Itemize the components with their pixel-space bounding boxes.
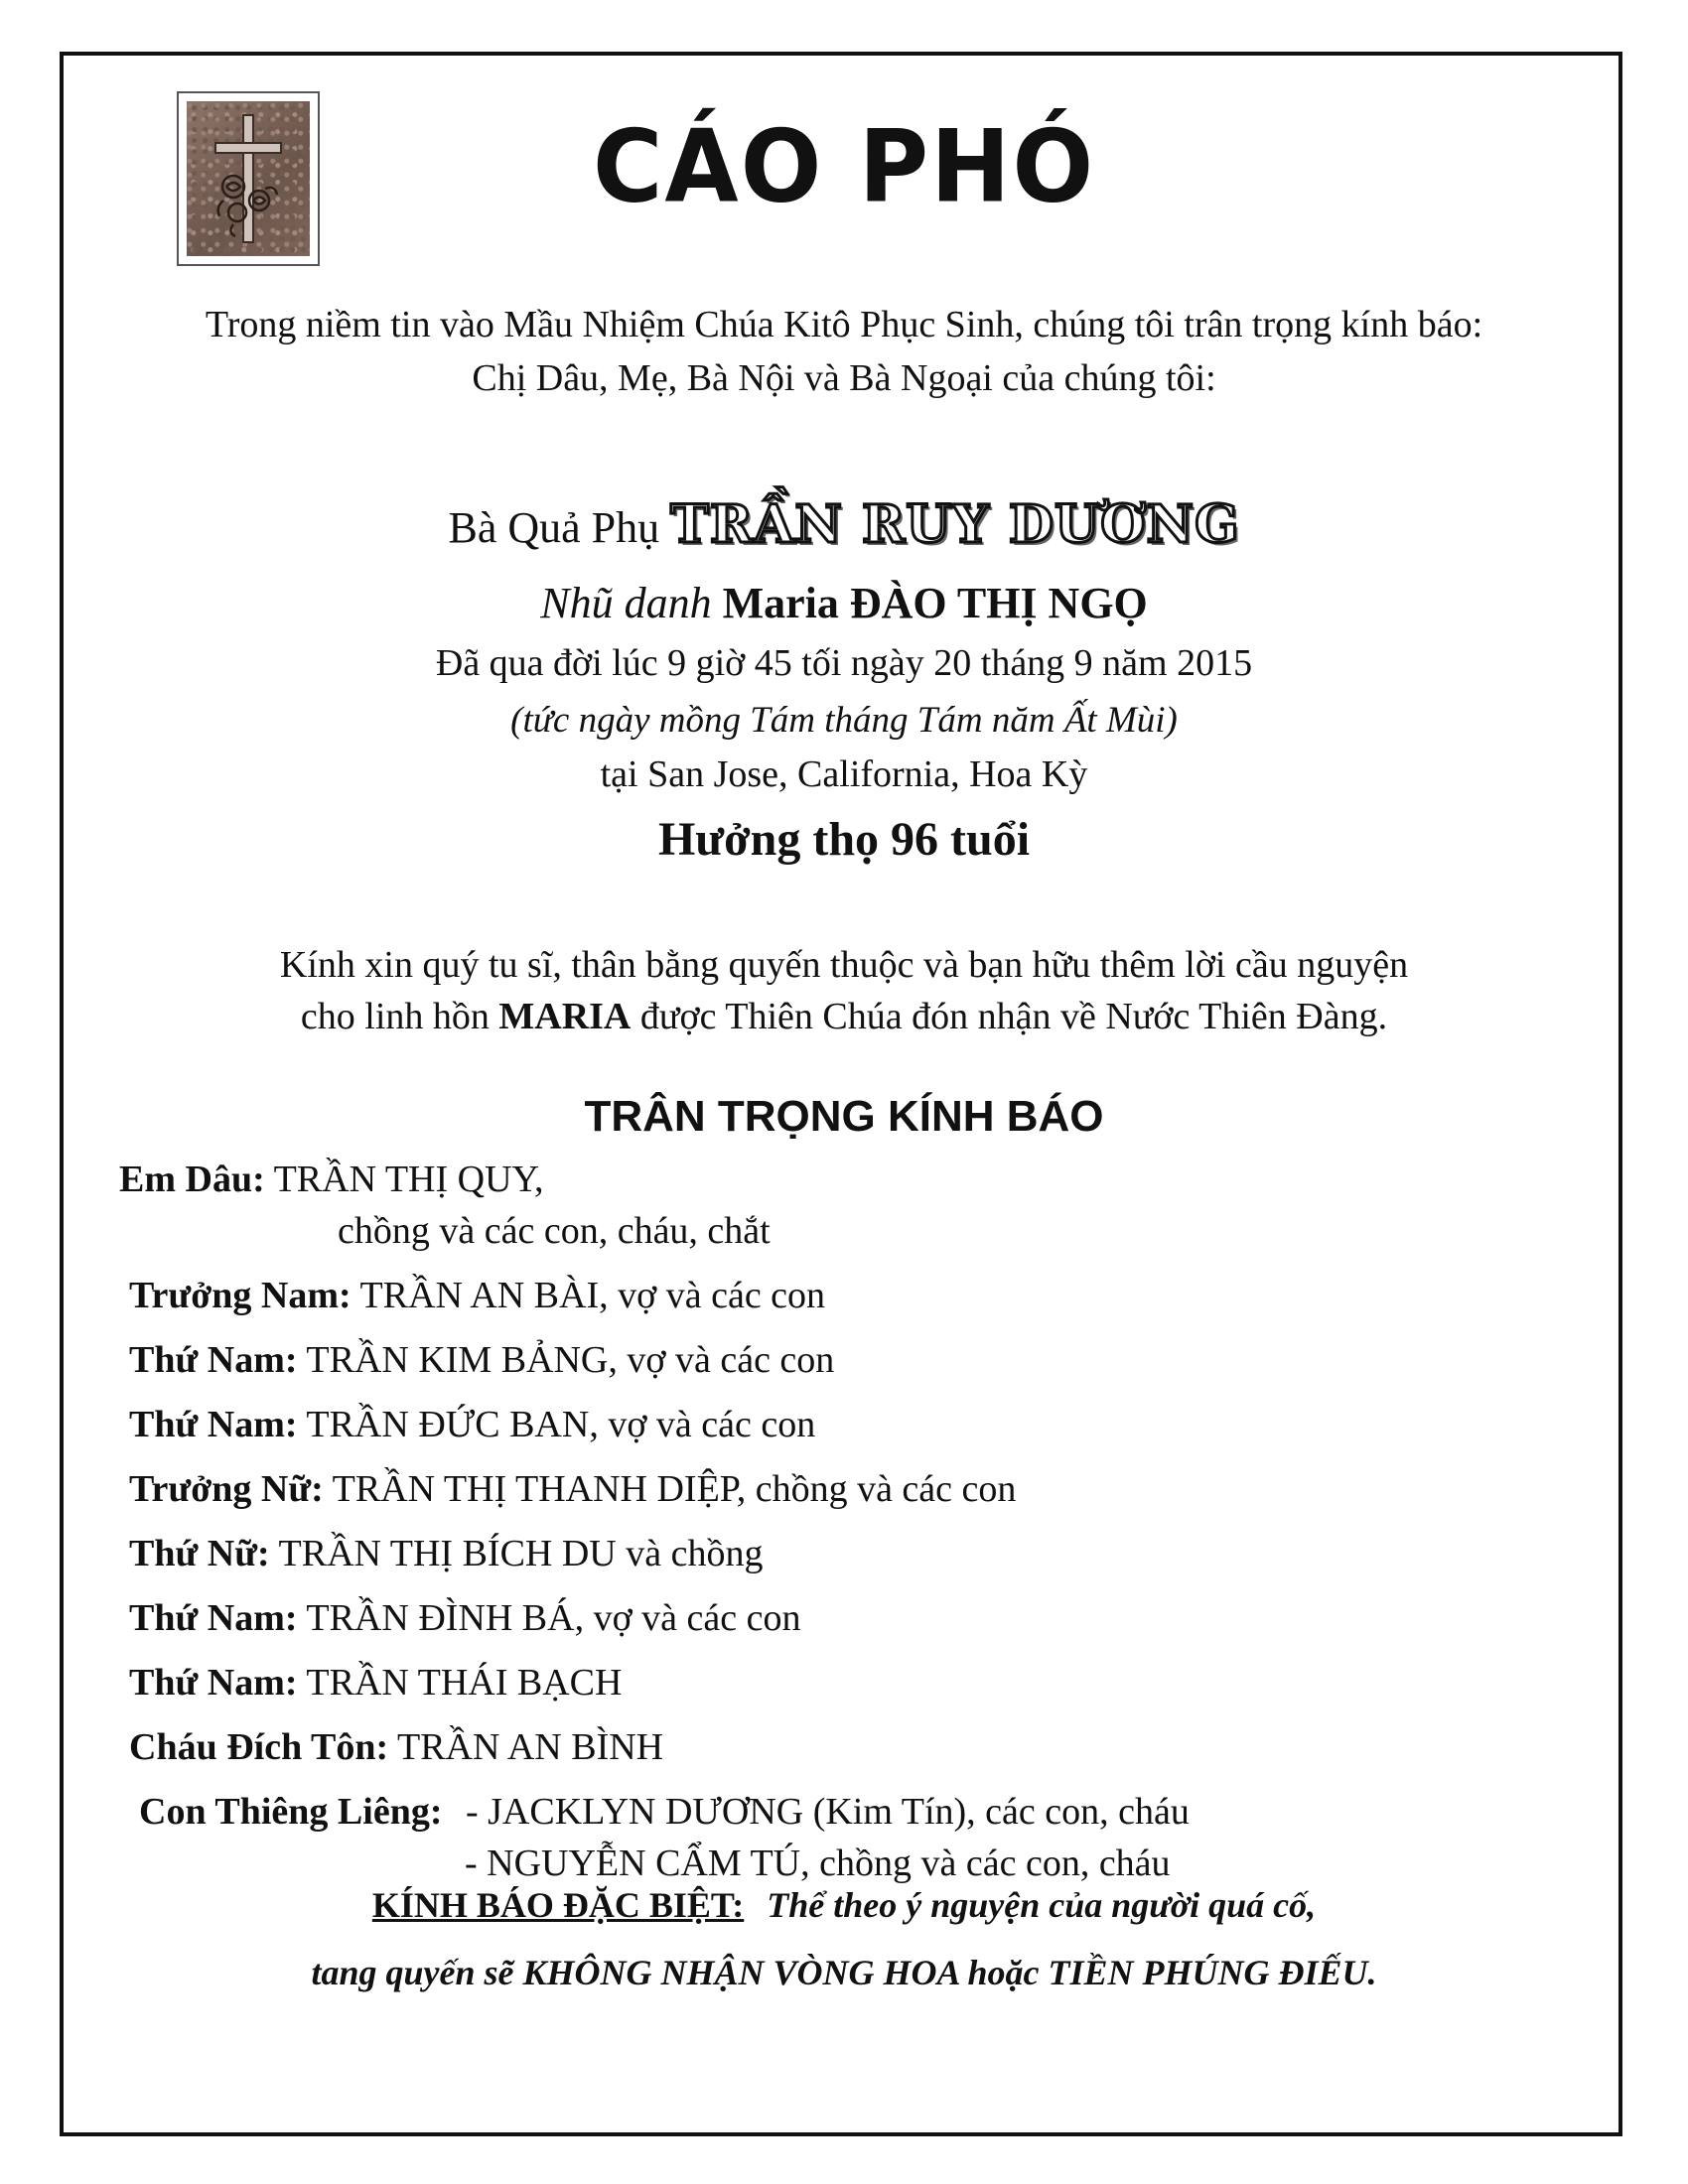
family-label: Thứ Nam:: [129, 1404, 298, 1445]
special-notice-text-1: Thể theo ý nguyện của người quá cố,: [767, 1885, 1317, 1925]
deceased-prefix: Bà Quả Phụ: [448, 503, 660, 552]
family-row: [129, 1532, 764, 1575]
family-text: - JACKLYN DƯƠNG (Kim Tín), các con, cháu: [465, 1791, 1190, 1833]
age: Hưởng thọ 96 tuổi: [657, 813, 1031, 866]
death-place: tại San Jose, California, Hoa Kỳ: [600, 753, 1088, 795]
family-label: Em Dâu:: [119, 1159, 265, 1200]
family-row: [129, 1338, 834, 1382]
family-row: [119, 1158, 544, 1201]
announce-heading: TRÂN TRỌNG KÍNH BÁO: [584, 1092, 1104, 1141]
family-text: TRẦN THỊ THANH DIỆP, chồng và các con: [332, 1468, 1017, 1510]
family-label: Con Thiêng Liêng:: [139, 1791, 443, 1833]
family-text: TRẦN AN BÌNH: [397, 1726, 664, 1768]
intro-line-1: Trong niềm tin vào Mầu Nhiệm Chúa Kitô Phục Sinh, chúng tôi trân trọng kính báo:: [205, 304, 1483, 345]
family-label: Thứ Nam:: [129, 1339, 298, 1381]
prayer-line-1: Kính xin quý tu sĩ, thân bằng quyến thuộc và bạn hữu thêm lời cầu nguyện: [279, 944, 1409, 986]
family-row: [338, 1209, 771, 1253]
special-notice-label: KÍNH BÁO ĐẶC BIỆT:: [371, 1885, 745, 1925]
family-text: TRẦN THỊ QUY,: [273, 1159, 544, 1200]
prayer-line-2-name: MARIA: [498, 996, 632, 1037]
prayer-line-2-post: được Thiên Chúa đón nhận về Nước Thiên Đàng.: [639, 996, 1388, 1037]
prayer-request: [0, 939, 1688, 1042]
family-label: Thứ Nữ:: [129, 1533, 270, 1574]
family-text: TRẦN KIM BẢNG, vợ và các con: [306, 1339, 835, 1381]
family-text: - NGUYỄN CẨM TÚ, chồng và các con, cháu: [465, 1843, 1171, 1884]
family-row: [129, 1661, 622, 1705]
family-label: Thứ Nam:: [129, 1662, 298, 1704]
lunar-date: (tức ngày mồng Tám tháng Tám năm Ất Mùi): [510, 700, 1178, 741]
family-row: [129, 1596, 801, 1640]
family-text: TRẦN THÁI BẠCH: [306, 1662, 623, 1704]
family-row: [129, 1725, 663, 1769]
family-row: [139, 1790, 1190, 1834]
page-title: CÁO PHÓ: [592, 108, 1096, 225]
prayer-line-2: [0, 991, 1688, 1042]
family-label: Cháu Đích Tôn:: [129, 1726, 389, 1768]
deceased-name: TRẦN RUY DƯƠNG: [670, 494, 1240, 555]
intro-line-2: Chị Dâu, Mẹ, Bà Nội và Bà Ngoại của chúng tôi:: [472, 357, 1216, 399]
family-text: TRẦN AN BÀI, vợ và các con: [359, 1275, 826, 1316]
family-label: Trưởng Nữ:: [129, 1468, 324, 1510]
family-row: [465, 1842, 1171, 1885]
special-notice-line-1: [0, 1884, 1688, 1926]
prayer-line-2-pre: cho linh hồn: [300, 996, 490, 1037]
family-text: chồng và các con, cháu, chắt: [338, 1210, 771, 1252]
special-notice-line-2: tang quyến sẽ KHÔNG NHẬN VÒNG HOA hoặc TIỀN PHÚNG ĐIẾU.: [311, 1953, 1377, 1992]
deceased-name-line: [0, 494, 1688, 555]
family-text: TRẦN THỊ BÍCH DU và chồng: [278, 1533, 764, 1574]
family-text: TRẦN ĐỨC BAN, vợ và các con: [306, 1404, 816, 1445]
maiden-name-line: [0, 578, 1688, 628]
intro-text: [0, 298, 1688, 405]
maiden-name: Maria ĐÀO THỊ NGỌ: [722, 579, 1148, 627]
maiden-label: Nhũ danh: [540, 579, 712, 627]
family-row: [129, 1403, 815, 1446]
family-label: Thứ Nam:: [129, 1597, 298, 1639]
family-label: Trưởng Nam:: [129, 1275, 352, 1316]
death-date: Đã qua đời lúc 9 giờ 45 tối ngày 20 tháng 9 năm 2015: [435, 642, 1253, 684]
family-row: [129, 1467, 1016, 1511]
family-text: TRẦN ĐÌNH BÁ, vợ và các con: [306, 1597, 801, 1639]
family-row: [129, 1274, 825, 1317]
